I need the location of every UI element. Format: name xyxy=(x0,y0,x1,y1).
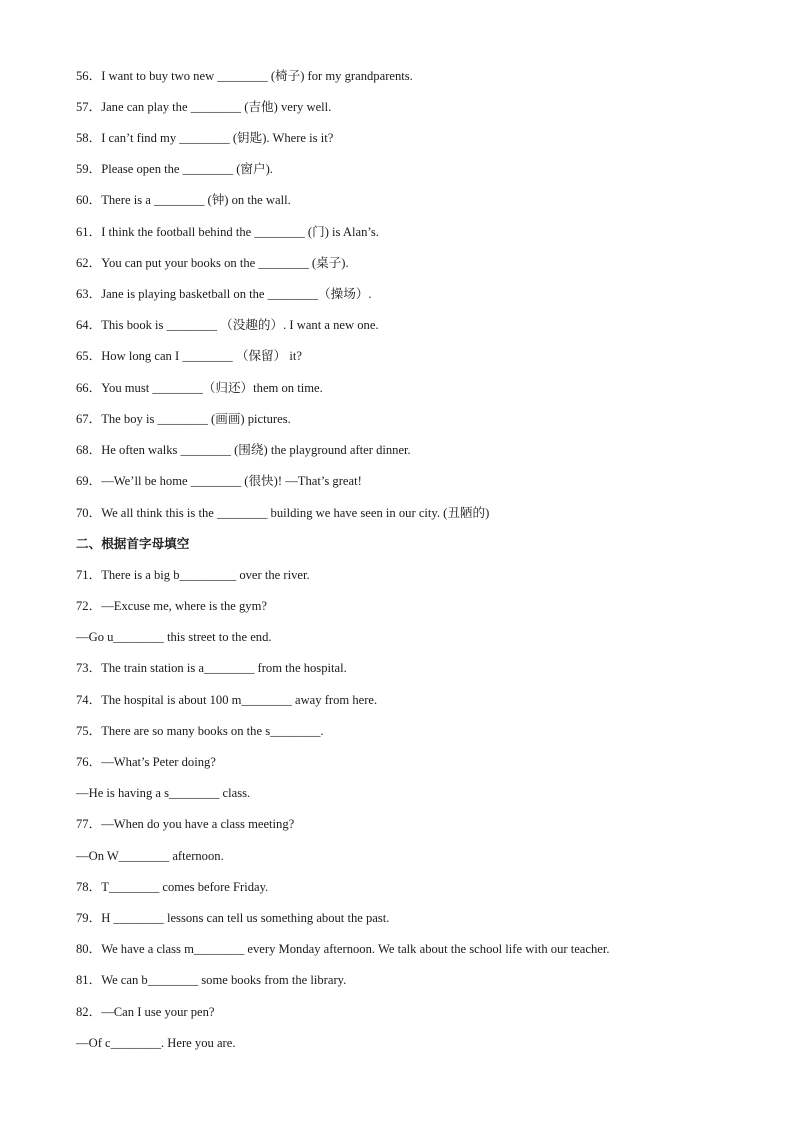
question-72-answer-line: —Go u________ this street to the end. xyxy=(76,630,272,644)
question-75: 75．There are so many books on the s________. xyxy=(76,724,324,738)
question-71: 71．There is a big b_________ over the river. xyxy=(76,568,310,582)
question-64: 64．This book is ________ （没趣的）. I want a new one. xyxy=(76,318,379,332)
question-78: 78．T________ comes before Friday. xyxy=(76,880,269,894)
question-61: 61．I think the football behind the ________ (门) is Alan’s. xyxy=(76,225,379,239)
question-72: 72．—Excuse me, where is the gym? xyxy=(76,599,267,613)
question-62: 62．You can put your books on the ________ (桌子). xyxy=(76,256,349,270)
question-77: 77．—When do you have a class meeting? xyxy=(76,817,295,831)
question-82: 82．—Can I use your pen? xyxy=(76,1005,215,1019)
question-57: 57．Jane can play the ________ (吉他) very well. xyxy=(76,100,332,114)
question-67: 67．The boy is ________ (画画) pictures. xyxy=(76,412,291,426)
section-heading: 二、根据首字母填空 xyxy=(76,536,190,551)
question-56: 56．I want to buy two new ________ (椅子) for my grandparents. xyxy=(76,69,413,83)
question-70: 70．We all think this is the ________ building we have seen in our city. (丑陋的) xyxy=(76,506,490,520)
question-80: 80．We have a class m________ every Monday afternoon. We talk about the school life with our teacher. xyxy=(76,942,610,956)
question-76-answer-line: —He is having a s________ class. xyxy=(76,786,251,800)
question-59: 59．Please open the ________ (窗户). xyxy=(76,162,273,176)
question-66: 66．You must ________（归还）them on time. xyxy=(76,381,323,395)
question-82-answer-line: —Of c________. Here you are. xyxy=(76,1036,236,1050)
question-77-answer-line: —On W________ afternoon. xyxy=(76,849,224,863)
question-79: 79．H ________ lessons can tell us something about the past. xyxy=(76,911,390,925)
question-74: 74．The hospital is about 100 m________ away from here. xyxy=(76,693,378,707)
question-69: 69．—We’ll be home ________ (很快)! —That’s great! xyxy=(76,474,362,488)
question-58: 58．I can’t find my ________ (钥匙). Where is it? xyxy=(76,131,334,145)
question-81: 81．We can b________ some books from the library. xyxy=(76,973,347,987)
question-63: 63．Jane is playing basketball on the ________（操场）. xyxy=(76,287,372,301)
question-76: 76．—What’s Peter doing? xyxy=(76,755,216,769)
question-73: 73．The train station is a________ from the hospital. xyxy=(76,661,347,675)
question-65: 65．How long can I ________ （保留） it? xyxy=(76,349,302,363)
question-60: 60．There is a ________ (钟) on the wall. xyxy=(76,193,291,207)
question-68: 68．He often walks ________ (围绕) the playground after dinner. xyxy=(76,443,411,457)
